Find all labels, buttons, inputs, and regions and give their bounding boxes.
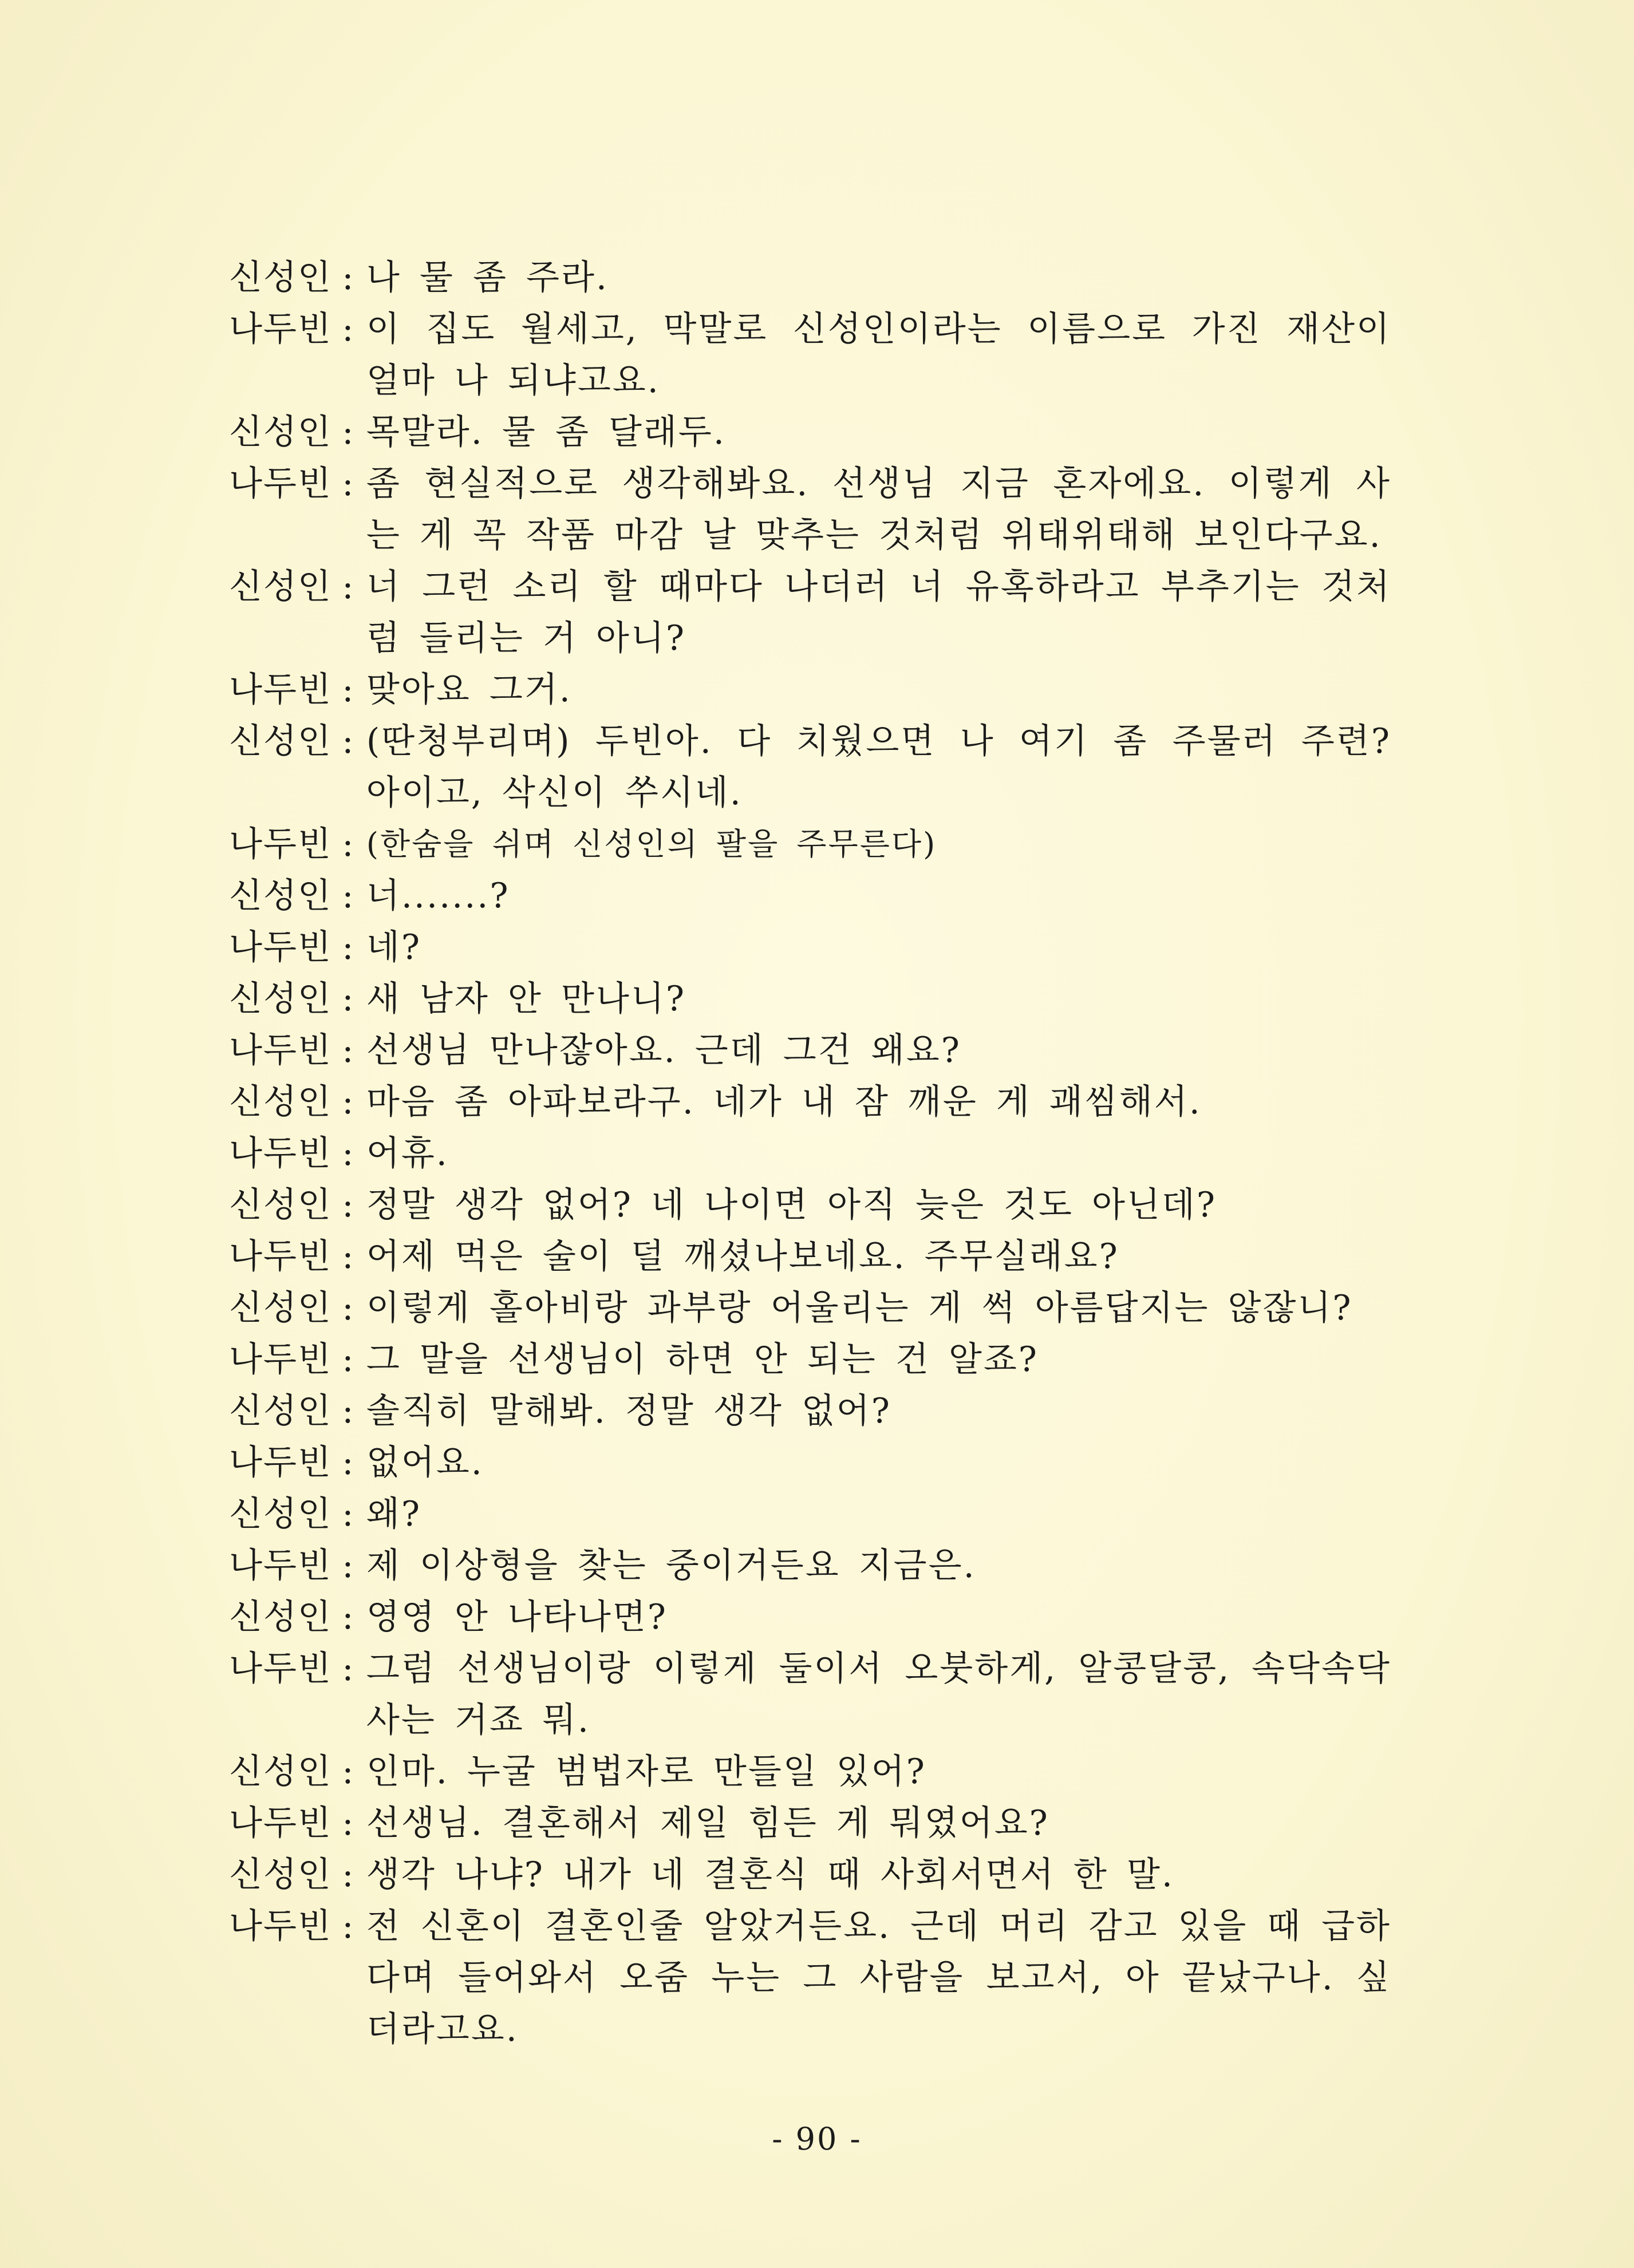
speaker-name: 신성인	[229, 258, 332, 298]
dialogue-line	[229, 1488, 1391, 1540]
speaker-name: 신성인	[229, 1391, 332, 1431]
speaker-name: 나두빈	[229, 1803, 332, 1843]
speaker-name: 신성인	[229, 1855, 332, 1895]
dialogue-text: 정말 생각 없어? 네 나이면 아직 늦은 것도 아닌데?	[366, 1185, 1217, 1225]
colon: :	[342, 1340, 354, 1380]
dialogue-line	[229, 1231, 1391, 1282]
dialogue-line	[229, 406, 1391, 458]
dialogue-line	[229, 973, 1391, 1025]
dialogue-text: 없어요.	[366, 1443, 484, 1483]
dialogue-line	[229, 1334, 1391, 1385]
speaker-name: 신성인	[229, 979, 332, 1019]
colon: :	[342, 1906, 354, 1946]
colon: :	[342, 309, 354, 349]
speaker-name: 나두빈	[229, 927, 332, 967]
dialogue-line	[229, 819, 1391, 870]
colon: :	[342, 1752, 354, 1792]
speaker-name: 나두빈	[229, 309, 332, 349]
speaker-name: 나두빈	[229, 1906, 332, 1946]
dialogue-text: 영영 안 나타나면?	[366, 1597, 668, 1637]
dialogue-line	[229, 716, 1391, 819]
colon: :	[342, 1391, 354, 1431]
page-number: - 90 -	[772, 2121, 862, 2157]
speaker-name: 나두빈	[229, 1236, 332, 1277]
colon: :	[342, 824, 354, 864]
dialogue-line	[229, 561, 1391, 664]
speaker-name: 나두빈	[229, 464, 332, 504]
dialogue-line	[229, 1282, 1391, 1334]
dialogue-text: 솔직히 말해봐. 정말 생각 없어?	[366, 1391, 891, 1431]
dialogue-line	[229, 1385, 1391, 1437]
dialogue-line	[229, 1128, 1391, 1179]
colon: :	[342, 1855, 354, 1895]
speaker-name: 나두빈	[229, 824, 332, 864]
colon: :	[342, 1546, 354, 1586]
speaker-name: 신성인	[229, 567, 332, 607]
colon: :	[342, 1803, 354, 1843]
colon: :	[342, 1494, 354, 1534]
colon: :	[342, 1443, 354, 1483]
speaker-name: 신성인	[229, 1597, 332, 1637]
dialogue-line	[229, 1025, 1391, 1076]
speaker-name: 나두빈	[229, 670, 332, 710]
dialogue-text: 왜?	[366, 1494, 422, 1534]
colon: :	[342, 1082, 354, 1122]
speaker-name: 신성인	[229, 1494, 332, 1534]
dialogue-text: 어휴.	[366, 1133, 449, 1173]
dialogue-line	[229, 1437, 1391, 1488]
speaker-name: 나두빈	[229, 1133, 332, 1173]
speaker-name: 나두빈	[229, 1443, 332, 1483]
colon: :	[342, 258, 354, 298]
speaker-name: 신성인	[229, 1288, 332, 1328]
colon: :	[342, 979, 354, 1019]
dialogue-text: 인마. 누굴 범법자로 만들일 있어?	[366, 1752, 926, 1792]
colon: :	[342, 412, 354, 452]
dialogue-text: 새 남자 안 만나니?	[366, 979, 686, 1019]
dialogue-line	[229, 664, 1391, 716]
colon: :	[342, 1649, 354, 1689]
colon: :	[342, 1030, 354, 1070]
colon: :	[342, 1133, 354, 1173]
dialogue-text: 마음 좀 아파보라구. 네가 내 잠 깨운 게 괘씸해서.	[366, 1082, 1202, 1122]
dialogue-line	[229, 1591, 1391, 1643]
dialogue-line	[229, 1797, 1391, 1849]
dialogue-block	[229, 252, 1391, 2055]
speaker-name: 나두빈	[229, 1546, 332, 1586]
colon: :	[342, 1185, 354, 1225]
dialogue-text: 생각 나냐? 내가 네 결혼식 때 사회서면서 한 말.	[366, 1855, 1174, 1895]
speaker-name: 나두빈	[229, 1340, 332, 1380]
dialogue-line	[229, 1900, 1391, 2055]
dialogue-line	[229, 1746, 1391, 1797]
speaker-name: 신성인	[229, 1082, 332, 1122]
colon: :	[342, 1597, 354, 1637]
stage-direction: (한숨을 쉬며 신성인의 팔을 주무른다)	[366, 826, 937, 862]
dialogue-text: 목말라. 물 좀 달래두.	[366, 412, 726, 452]
dialogue-text: 전 신혼이 결혼인줄 알았거든요. 근데 머리 감고 있을 때 급하다며 들어와서 오줌 누는 그 사람을 보고서, 아 끝났구나. 싶더라고요.	[366, 1906, 1391, 2049]
colon: :	[342, 721, 354, 761]
dialogue-line	[229, 1076, 1391, 1128]
dialogue-line	[229, 458, 1391, 561]
dialogue-text: 그럼 선생님이랑 이렇게 둘이서 오붓하게, 알콩달콩, 속닥속닥 사는 거죠 뭐.	[366, 1649, 1391, 1740]
dialogue-line	[229, 1643, 1391, 1746]
dialogue-text: (딴청부리며) 두빈아. 다 치웠으면 나 여기 좀 주물러 주련? 아이고, 삭신이 쑤시네.	[366, 721, 1391, 813]
dialogue-text: 제 이상형을 찾는 중이거든요 지금은.	[366, 1546, 976, 1586]
dialogue-line	[229, 252, 1391, 303]
dialogue-text: 나 물 좀 주라.	[366, 258, 609, 298]
dialogue-text: 이렇게 홀아비랑 과부랑 어울리는 게 썩 아름답지는 않잖니?	[366, 1288, 1353, 1328]
dialogue-text: 너 그런 소리 할 때마다 나더러 너 유혹하라고 부추기는 것처럼 들리는 거 아니?	[366, 567, 1391, 658]
colon: :	[342, 670, 354, 710]
speaker-name: 신성인	[229, 1752, 332, 1792]
dialogue-text: 맞아요 그거.	[366, 670, 572, 710]
speaker-name: 나두빈	[229, 1649, 332, 1689]
colon: :	[342, 464, 354, 504]
dialogue-text: 좀 현실적으로 생각해봐요. 선생님 지금 혼자에요. 이렇게 사는 게 꼭 작품 마감 날 맞추는 것처럼 위태위태해 보인다구요.	[366, 464, 1391, 555]
colon: :	[342, 1236, 354, 1277]
colon: :	[342, 876, 354, 916]
dialogue-line	[229, 870, 1391, 922]
dialogue-text: 어제 먹은 술이 덜 깨셨나보네요. 주무실래요?	[366, 1236, 1119, 1277]
dialogue-text: 그 말을 선생님이 하면 안 되는 건 알죠?	[366, 1340, 1039, 1380]
speaker-name: 나두빈	[229, 1030, 332, 1070]
dialogue-text: 네?	[366, 927, 422, 967]
speaker-name: 신성인	[229, 412, 332, 452]
dialogue-text: 너.......?	[366, 876, 510, 916]
colon: :	[342, 1288, 354, 1328]
dialogue-text: 선생님. 결혼해서 제일 힘든 게 뭐였어요?	[366, 1803, 1049, 1843]
speaker-name: 신성인	[229, 1185, 332, 1225]
colon: :	[342, 927, 354, 967]
dialogue-line	[229, 303, 1391, 406]
speaker-name: 신성인	[229, 876, 332, 916]
dialogue-line	[229, 922, 1391, 973]
dialogue-text: 이 집도 월세고, 막말로 신성인이라는 이름으로 가진 재산이 얼마 나 되냐고요.	[366, 309, 1391, 401]
dialogue-line	[229, 1179, 1391, 1231]
dialogue-text: 선생님 만나잖아요. 근데 그건 왜요?	[366, 1030, 961, 1070]
dialogue-line	[229, 1540, 1391, 1591]
speaker-name: 신성인	[229, 721, 332, 761]
dialogue-line	[229, 1849, 1391, 1900]
colon: :	[342, 567, 354, 607]
